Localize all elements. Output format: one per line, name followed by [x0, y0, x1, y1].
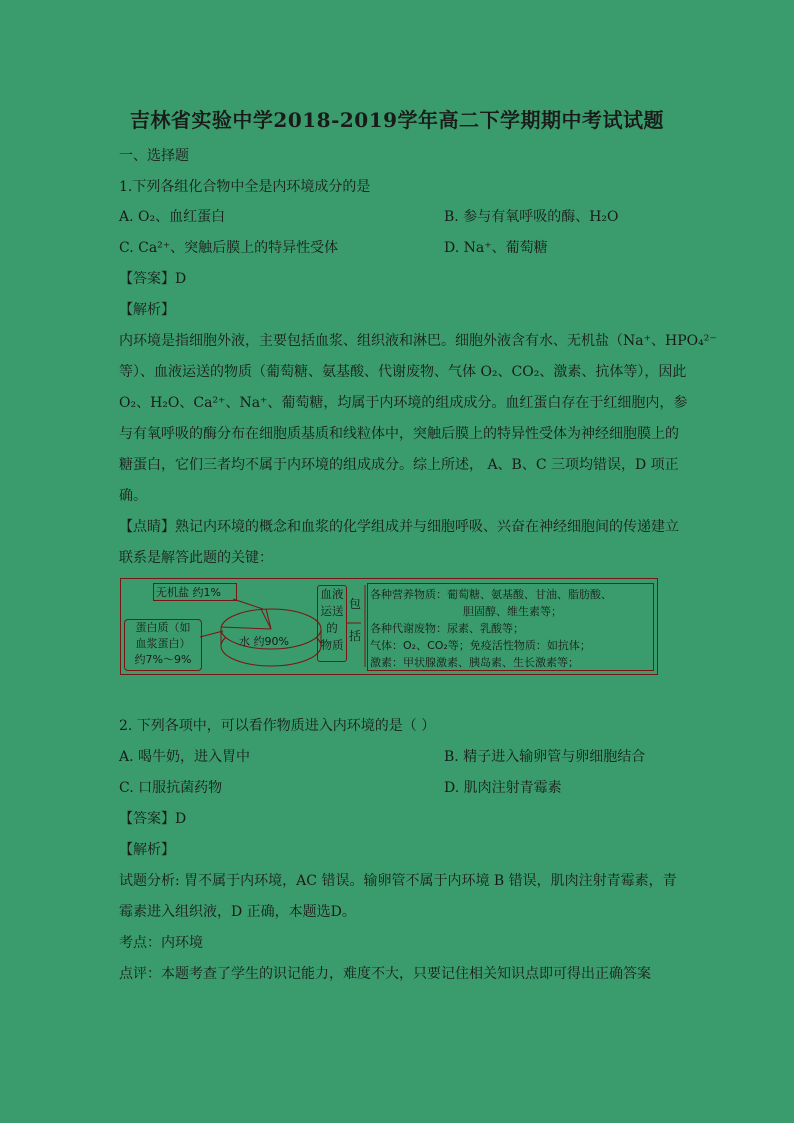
substance-row: 各种营养物质：葡萄糖、氨基酸、甘油、脂肪酸、	[370, 588, 612, 601]
transport-char: 的	[326, 621, 338, 635]
protein-label-line: 血浆蛋白）	[135, 637, 191, 650]
protein-label-line: 约7%～9%	[134, 653, 192, 666]
q1-tip-line: 联系是解答此题的关键：	[119, 550, 273, 566]
transport-char: 血	[320, 587, 332, 601]
q1-analysis-line: 确。	[119, 488, 147, 504]
substance-row: 气体：O₂、CO₂等；免疫活性物质：如抗体；	[370, 639, 591, 652]
protein-label	[124, 619, 202, 671]
q1-stem: 1.下列各组化合物中全是内环境成分的是	[119, 179, 371, 195]
plasma-composition-figure	[120, 578, 658, 675]
q2-option-a: A. 喝牛奶，进入胃中	[119, 749, 251, 765]
transport-char: 送	[332, 604, 344, 618]
q1-analysis-heading: 【解析】	[119, 302, 175, 318]
q1-option-a: A. O₂、血红蛋白	[119, 209, 226, 225]
substance-row: 各种代谢废物：尿素、乳酸等；	[370, 622, 524, 635]
q2-analysis-line: 试题分析: 胃不属于内环境，AC 错误。输卵管不属于内环境 B 错误，肌肉注射青霉素，青	[119, 873, 677, 889]
q1-option-d: D. Na⁺、葡萄糖	[444, 240, 548, 256]
q1-option-b: B. 参与有氧呼吸的酶、H₂O	[444, 209, 619, 225]
transport-char: 液	[332, 587, 344, 601]
transport-char: 物	[320, 638, 332, 652]
q1-tip-line: 【点睛】熟记内环境的概念和血浆的化学组成并与细胞呼吸、兴奋在神经细胞间的传递建立	[119, 519, 679, 535]
q1-analysis-line: 等）、血液运送的物质（葡萄糖、氨基酸、代谢废物、气体 O₂、CO₂、激素、抗体等），因此	[119, 364, 687, 380]
substance-row: 激素：甲状腺激素、胰岛素、生长激素等；	[370, 656, 579, 669]
include-char: 包	[349, 597, 362, 611]
q2-option-b: B. 精子进入输卵管与卵细胞结合	[444, 749, 646, 765]
include-char: 括	[349, 629, 362, 643]
substance-list-box	[367, 583, 654, 671]
q2-comment: 点评：本题考查了学生的识记能力，难度不大，只要记住相关知识点即可得出正确答案	[119, 966, 651, 982]
transport-char: 质	[332, 638, 344, 652]
q2-answer: 【答案】D	[119, 811, 187, 827]
q2-option-d: D. 肌肉注射青霉素	[444, 780, 562, 796]
q1-answer: 【答案】D	[119, 271, 187, 287]
transport-char: 运	[320, 604, 332, 618]
q1-analysis-line: 内环境是指细胞外液，主要包括血浆、组织液和淋巴。细胞外液含有水、无机盐（Na⁺、HPO₄²⁻	[119, 333, 717, 349]
q1-analysis-line: 糖蛋白，它们三者均不属于内环境的组成成分。综上所述， A、B、C 三项均错误，D 项正	[119, 457, 679, 473]
q2-option-c: C. 口服抗菌药物	[119, 780, 223, 796]
inorganic-salt-label: 无机盐 约1%	[153, 583, 237, 601]
water-label: 水 约90%	[239, 635, 289, 648]
q2-stem: 2. 下列各项中，可以看作物质进入内环境的是（ ）	[119, 718, 436, 734]
q2-analysis-heading: 【解析】	[119, 842, 175, 858]
q2-point: 考点：内环境	[119, 935, 203, 951]
protein-label-line: 蛋白质（如	[135, 621, 191, 634]
section-heading: 一、选择题	[119, 148, 189, 164]
page-title: 吉林省实验中学2018-2019学年高二下学期期中考试试题	[129, 108, 665, 132]
q1-analysis-line: 与有氧呼吸的酶分布在细胞质基质和线粒体中，突触后膜上的特异性受体为神经细胞膜上的	[119, 426, 679, 442]
substance-row: 胆固醇、维生素等；	[463, 605, 562, 618]
q2-analysis-line: 霉素进入组织液，D 正确，本题选D。	[119, 904, 356, 920]
q1-analysis-line: O₂、H₂O、Ca²⁺、Na⁺、葡萄糖，均属于内环境的组成成分。血红蛋白存在于红细胞内，参	[119, 395, 688, 411]
blood-transport-box	[317, 585, 347, 662]
q1-option-c: C. Ca²⁺、突触后膜上的特异性受体	[119, 240, 339, 256]
